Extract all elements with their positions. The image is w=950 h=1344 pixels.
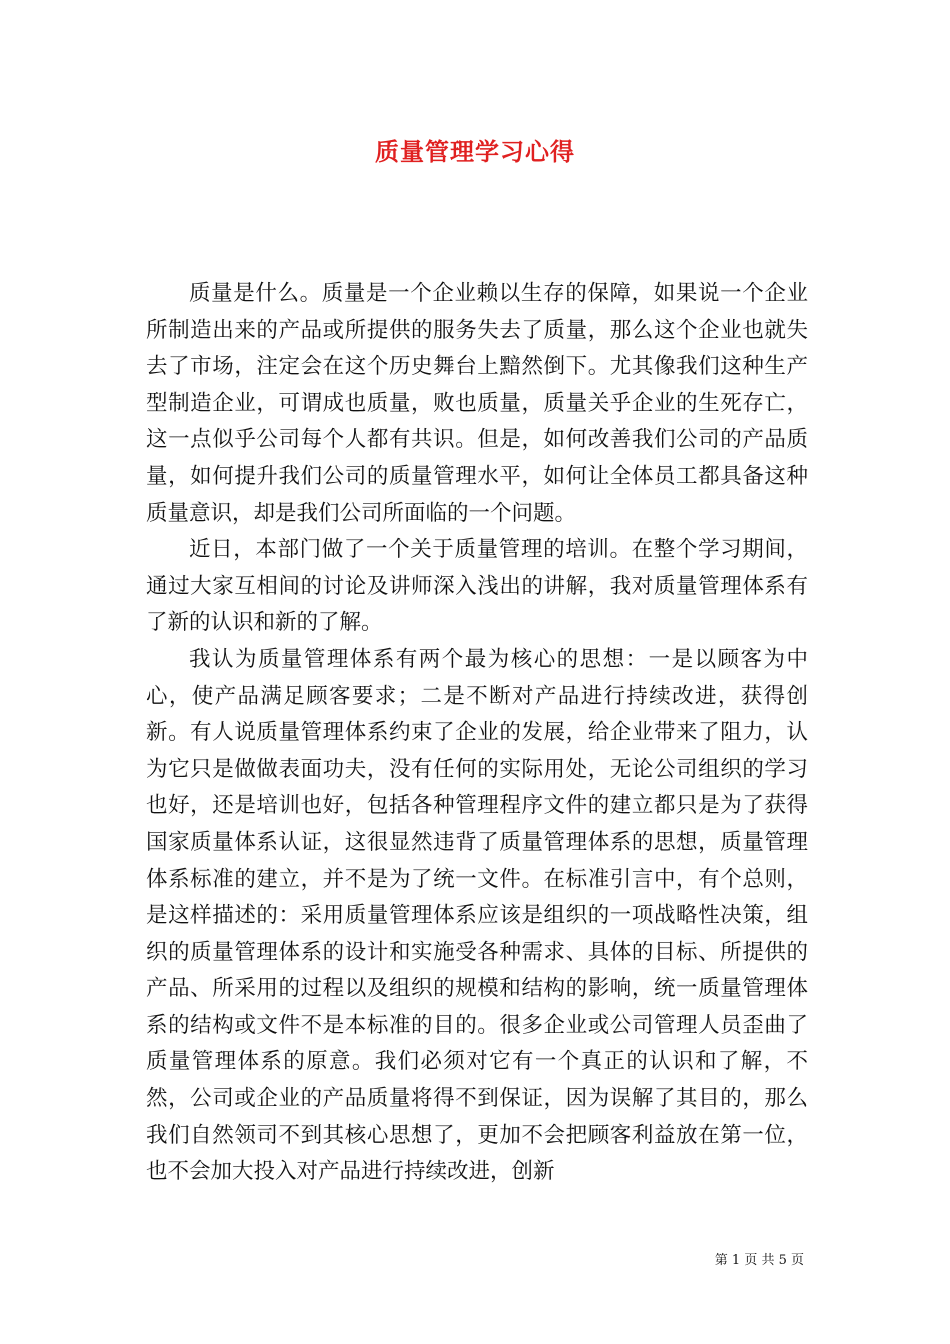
paragraph-1: 质量是什么。质量是一个企业赖以生存的保障，如果说一个企业所制造出来的产品或所提供的服务失去了质量，那么这个企业也就失去了市场，注定会在这个历史舞台上黯然倒下。尤其像我们这种生产型制造企业，可谓成也质量，败也质量，质量关乎企业的生死存亡，这一点似乎公司每个人都有共识。但是，如何改善我们公司的产品质量，如何提升我们公司的质量管理水平，如何让全体员工都具备这种质量意识，却是我们公司所面临的一个问题。 [146, 281, 808, 526]
document-body [146, 276, 808, 1191]
paragraph-3: 我认为质量管理体系有两个最为核心的思想：一是以顾客为中心，使产品满足顾客要求；二是不断对产品进行持续改进，获得创新。有人说质量管理体系约束了企业的发展，给企业带来了阻力，认为它只是做做表面功夫，没有任何的实际用处，无论公司组织的学习也好，还是培训也好，包括各种管理程序文件的建立都只是为了获得国家质量体系认证，这很显然违背了质量管理体系的思想，质量管理体系标准的建立，并不是为了统一文件。在标准引言中，有个总则，是这样描述的：采用质量管理体系应该是组织的一项战略性决策，组织的质量管理体系的设计和实施受各种需求、具体的目标、所提供的产品、所采用的过程以及组织的规模和结构的影响，统一质量管理体系的结构或文件不是本标准的目的。很多企业或公司管理人员歪曲了质量管理体系的原意。我们必须对它有一个真正的认识和了解，不然，公司或企业的产品质量将得不到保证，因为误解了其目的，那么我们自然领司不到其核心思想了，更加不会把顾客利益放在第一位，也不会加大投入对产品进行持续改进，创新 [146, 646, 808, 1185]
page-number-footer [715, 1249, 804, 1268]
paragraph-2: 近日，本部门做了一个关于质量管理的培训。在整个学习期间，通过大家互相间的讨论及讲师深入浅出的讲解，我对质量管理体系有了新的认识和新的了解。 [146, 537, 808, 636]
document-title: 质量管理学习心得 [375, 137, 575, 166]
page-number-label: 第 1 页 共 5 页 [714, 1253, 804, 1268]
